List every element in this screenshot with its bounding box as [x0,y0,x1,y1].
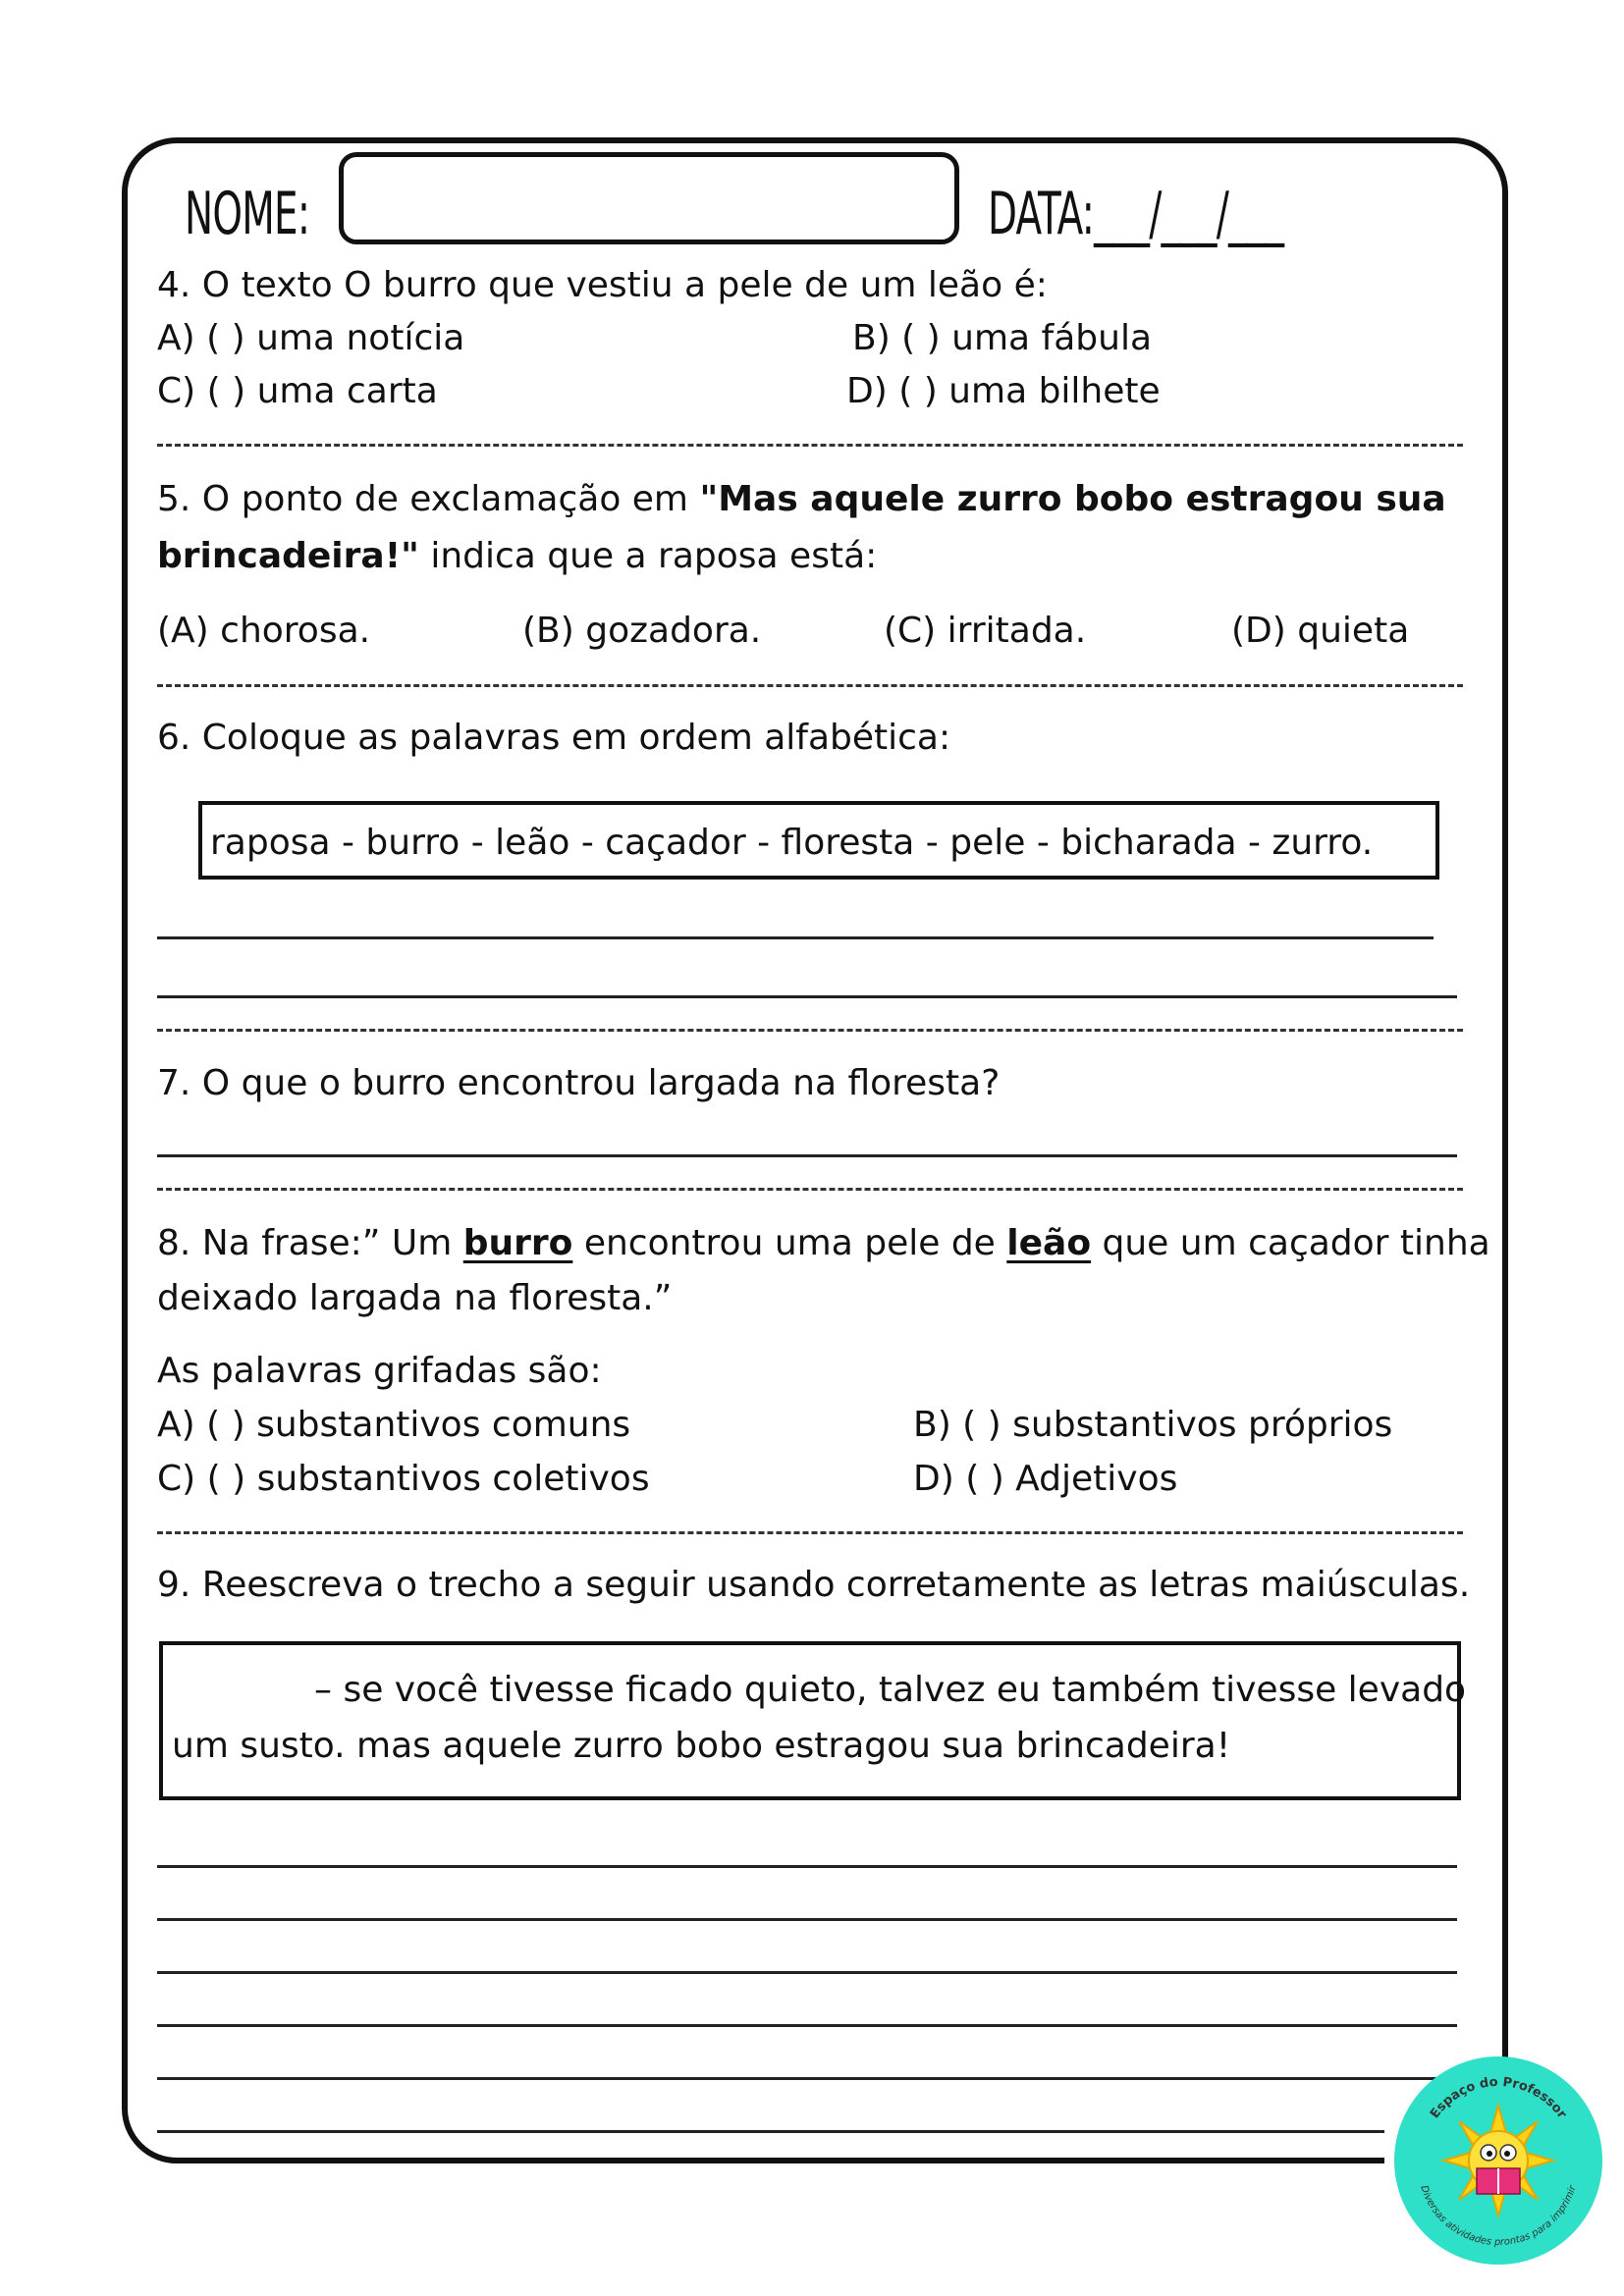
q5-suffix: indica que a raposa está: [418,536,878,576]
q8-text: encontrou uma pele de [572,1223,1007,1263]
q8-text: que um caçador tinha [1091,1223,1490,1263]
sun-icon [1443,2106,1553,2216]
name-label: NOME: [185,180,310,248]
q5-question-line2 [157,530,877,583]
q5-prefix: 5. O ponto de exclamação em [157,479,700,519]
q5-quote-end: brincadeira!" [157,536,419,576]
answer-line[interactable] [157,2130,1384,2133]
q8-sentence-line1 [157,1217,1490,1270]
logo-title: Espaço do Professor [1427,2074,1570,2122]
espaco-do-professor-logo [1394,2056,1602,2265]
q5-quote: "Mas aquele zurro bobo estragou sua [699,479,1446,519]
logo-tagline: Diversas atividades prontas para imprimir [1418,2184,1579,2249]
q6-question: 6. Coloque as palavras em ordem alfabética: [157,718,951,758]
answer-line[interactable] [157,936,1434,939]
answer-line[interactable] [157,1154,1457,1157]
answer-line[interactable] [157,995,1457,998]
q8-option-c[interactable]: C) ( ) substantivos coletivos [157,1459,650,1499]
q5-option-d[interactable]: (D) quieta [1231,611,1410,651]
book-icon [1477,2168,1520,2194]
q8-option-d[interactable]: D) ( ) Adjetivos [913,1459,1178,1499]
answer-line[interactable] [157,1971,1457,1974]
q8-prompt: As palavras grifadas são: [157,1351,602,1391]
q5-option-c[interactable]: (C) irritada. [884,611,1087,651]
q5-option-b[interactable]: (B) gozadora. [522,611,762,651]
q6-words: raposa - burro - leão - caçador - floresta - pele - bicharada - zurro. [210,823,1374,863]
answer-line[interactable] [157,2024,1457,2027]
q8-text: 8. Na frase:” Um [157,1223,463,1263]
separator [157,1029,1463,1032]
q8-option-b[interactable]: B) ( ) substantivos próprios [913,1405,1393,1445]
q4-question: 4. O texto O burro que vestiu a pele de um leão é: [157,265,1048,305]
separator [157,1531,1463,1534]
q7-question: 7. O que o burro encontrou largada na floresta? [157,1063,1001,1103]
q4-option-c[interactable]: C) ( ) uma carta [157,371,438,411]
answer-line[interactable] [157,1865,1457,1868]
q4-option-d[interactable]: D) ( ) uma bilhete [846,371,1161,411]
q9-question: 9. Reescreva o trecho a seguir usando corretamente as letras maiúsculas. [157,1565,1471,1605]
q4-option-a[interactable]: A) ( ) uma notícia [157,318,465,358]
separator [157,444,1463,447]
separator [157,684,1463,687]
logo-graphic [1394,2056,1602,2265]
q8-underlined-word: leão [1006,1223,1092,1263]
q5-option-a[interactable]: (A) chorosa. [157,611,371,651]
date-label: DATA:___/___/___ [988,180,1284,248]
q9-passage-line2: um susto. mas aquele zurro bobo estragou sua brincadeira! [172,1726,1231,1766]
worksheet-frame [122,137,1508,2163]
name-input-box[interactable] [339,152,959,244]
q8-underlined-word: burro [462,1223,573,1263]
q8-option-a[interactable]: A) ( ) substantivos comuns [157,1405,631,1445]
answer-line[interactable] [157,1918,1457,1921]
separator [157,1188,1463,1191]
q8-sentence-line2: deixado largada na floresta.” [157,1278,673,1318]
answer-line[interactable] [157,2077,1457,2080]
q9-passage-line1: – se você tivesse ficado quieto, talvez eu também tivesse levado [314,1670,1467,1710]
q5-question-line1 [157,473,1446,526]
q4-option-b[interactable]: B) ( ) uma fábula [852,318,1153,358]
